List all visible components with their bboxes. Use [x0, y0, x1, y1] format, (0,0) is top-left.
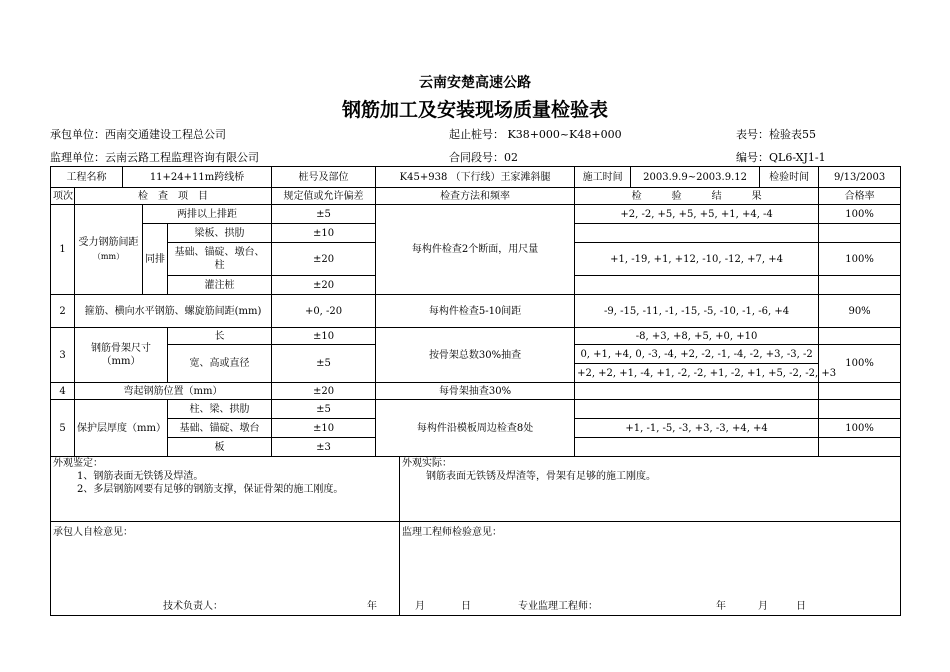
- table-row: [51, 205, 901, 224]
- row1-item-d: 灌注桩: [168, 276, 272, 295]
- row1-spec-a: ±5: [272, 205, 376, 224]
- col-result: 检 验 结 果: [575, 188, 819, 205]
- table-row: [51, 400, 901, 419]
- row1-result-a: +2, -2, +5, +5, +5, +1, +4, -4: [575, 205, 819, 224]
- year-label: 年: [367, 601, 377, 612]
- row4-rate: [819, 383, 901, 400]
- row2-result: -9, -15, -11, -1, -15, -5, -10, -1, -6, +4: [575, 295, 819, 328]
- row5-spec-c: ±3: [272, 438, 376, 457]
- row3-result-2: 0, +1, +4, 0, -3, -4, +2, -2, -1, -4, -2, +3, -3, -2: [575, 345, 819, 364]
- row5-result: +1, -1, -5, -3, +3, -3, +4, +4: [575, 419, 819, 438]
- col-no: 项次: [51, 188, 75, 205]
- row3-result-3: +2, +2, +1, -4, +1, -2, -2, +1, -2, +1, +5, -2, -2, +3: [575, 364, 819, 383]
- row5-rate: 100%: [819, 419, 901, 438]
- contract-no: 合同段号：02: [449, 151, 518, 164]
- inspection-table: [50, 166, 901, 616]
- row5-rate-c: [819, 438, 901, 457]
- row5-rate-a: [819, 400, 901, 419]
- row4-result: [575, 383, 819, 400]
- table-row: [51, 328, 901, 345]
- appearance-left-title: 外观鉴定：: [53, 458, 103, 469]
- appearance-left-1: 1、钢筋表面无铁锈及焊渣。: [77, 471, 204, 482]
- row1-group-label: 受力钢筋间距: [78, 236, 139, 248]
- row-no: 5: [51, 400, 75, 457]
- appearance-left-2: 2、多层钢筋网要有足够的钢筋支撑，保证骨架的施工刚度。: [77, 484, 344, 495]
- row1-same: 同排: [143, 224, 168, 295]
- col-spec: 规定值或允许偏差: [272, 188, 376, 205]
- appearance-left: [51, 457, 400, 522]
- org-name: 云南安楚高速公路: [419, 75, 531, 91]
- row1-method: 每构件检查2个断面，用尺量: [376, 205, 575, 295]
- table-row: [51, 295, 901, 328]
- row1-rate-b: [819, 224, 901, 243]
- appearance-right: [400, 457, 901, 522]
- row5-spec-a: ±5: [272, 400, 376, 419]
- col-rate: 合格率: [819, 188, 901, 205]
- col-item: 检 查 项 目: [75, 188, 272, 205]
- info-row: [51, 167, 901, 188]
- stake-range: 起止桩号： K38+000~K48+000: [449, 128, 622, 141]
- row2-item: 箍筋、横向水平钢筋、螺旋筋间距(mm): [75, 295, 272, 328]
- row1-item-b: 梁板、拱肋: [168, 224, 272, 243]
- check-label: 检验时间: [760, 167, 819, 188]
- row4-method: 每骨架抽查30%: [376, 383, 575, 400]
- row1-spec-d: ±20: [272, 276, 376, 295]
- row1-group: [75, 205, 143, 295]
- row1-item-a: 两排以上排距: [143, 205, 272, 224]
- contractor-opinion-title: 承包人自检意见：: [53, 527, 133, 538]
- table-row: [51, 383, 901, 400]
- supervisor-opinion-title: 监理工程师检验意见：: [402, 527, 503, 538]
- page-title: 钢筋加工及安装现场质量检验表: [341, 99, 608, 121]
- row5-item-a: 柱、梁、拱肋: [168, 400, 272, 419]
- row5-item-b: 基础、锚碇、墩台: [168, 419, 272, 438]
- row4-item: 弯起钢筋位置（mm）: [75, 383, 272, 400]
- day-label: 日: [796, 601, 807, 612]
- row3-method: 按骨架总数30%抽查: [376, 328, 575, 383]
- row-no: 1: [51, 205, 75, 295]
- row3-rate-a: [819, 328, 901, 345]
- serial-no: 编号：QL6-XJ1-1: [736, 151, 826, 164]
- row5-result-a: [575, 400, 819, 419]
- row3-spec-b: ±5: [272, 345, 376, 383]
- row-no: 4: [51, 383, 75, 400]
- row5-result-c: [575, 438, 819, 457]
- row1-spec-b: ±10: [272, 224, 376, 243]
- row-no: 3: [51, 328, 75, 383]
- row2-method: 每构件检查5-10间距: [376, 295, 575, 328]
- proj-value: 11+24+11m跨线桥: [123, 167, 272, 188]
- time-label: 施工时间: [575, 167, 631, 188]
- row4-spec: ±20: [272, 383, 376, 400]
- month-label: 月: [758, 601, 769, 612]
- supervisor-opinion: [400, 522, 901, 616]
- row1-group-unit: （mm）: [92, 251, 125, 261]
- appearance-row: [51, 457, 901, 522]
- contractor: 承包单位：西南交通建设工程总公司: [50, 128, 226, 141]
- row1-result-c: +1, -19, +1, +12, -10, -12, +7, +4: [575, 243, 819, 276]
- row1-rate-a: 100%: [819, 205, 901, 224]
- appearance-right-1: 钢筋表面无铁锈及焊渣等，骨架有足够的施工刚度。: [426, 471, 657, 482]
- check-value: 9/13/2003: [819, 167, 901, 188]
- row1-spec-c: ±20: [272, 243, 376, 276]
- tech-lead-sign: 技术负责人：: [163, 601, 223, 612]
- year-label: 年: [716, 601, 727, 612]
- row1-rate-c: 100%: [819, 243, 901, 276]
- row3-item-a: 长: [168, 328, 272, 345]
- row2-spec: +0, -20: [272, 295, 376, 328]
- form-no: 表号：检验表55: [736, 128, 816, 141]
- row-no: 2: [51, 295, 75, 328]
- row2-rate: 90%: [819, 295, 901, 328]
- row3-spec-a: ±10: [272, 328, 376, 345]
- row3-item-b: 宽、高或直径: [168, 345, 272, 383]
- row5-item-c: 板: [168, 438, 272, 457]
- opinion-row: [51, 522, 901, 616]
- col-method: 检查方法和频率: [376, 188, 575, 205]
- row1-item-c: 基础、锚碇、墩台、柱: [168, 243, 272, 276]
- row5-method: 每构件沿模板周边检查8处: [376, 400, 575, 457]
- row3-group: 钢筋骨架尺寸（mm）: [75, 328, 168, 383]
- row5-spec-b: ±10: [272, 419, 376, 438]
- column-header-row: [51, 188, 901, 205]
- loc-value: K45+938 （下行线）王家滩斜腿: [376, 167, 575, 188]
- loc-label: 桩号及部位: [272, 167, 376, 188]
- supervisor: 监理单位：云南云路工程监理咨询有限公司: [50, 151, 259, 164]
- row3-result-1: -8, +3, +8, +5, +0, +10: [575, 328, 819, 345]
- row1-result-b: [575, 224, 819, 243]
- appearance-right-title: 外观实际：: [402, 458, 453, 469]
- row3-rate: 100%: [819, 345, 901, 383]
- row1-result-d: [575, 276, 819, 295]
- engineer-sign: 专业监理工程师：: [518, 601, 599, 612]
- row1-rate-d: [819, 276, 901, 295]
- month-label: 月: [415, 601, 425, 612]
- proj-label: 工程名称: [51, 167, 123, 188]
- time-value: 2003.9.9~2003.9.12: [631, 167, 760, 188]
- row5-group: 保护层厚度（mm）: [75, 400, 168, 457]
- day-label: 日: [461, 601, 471, 612]
